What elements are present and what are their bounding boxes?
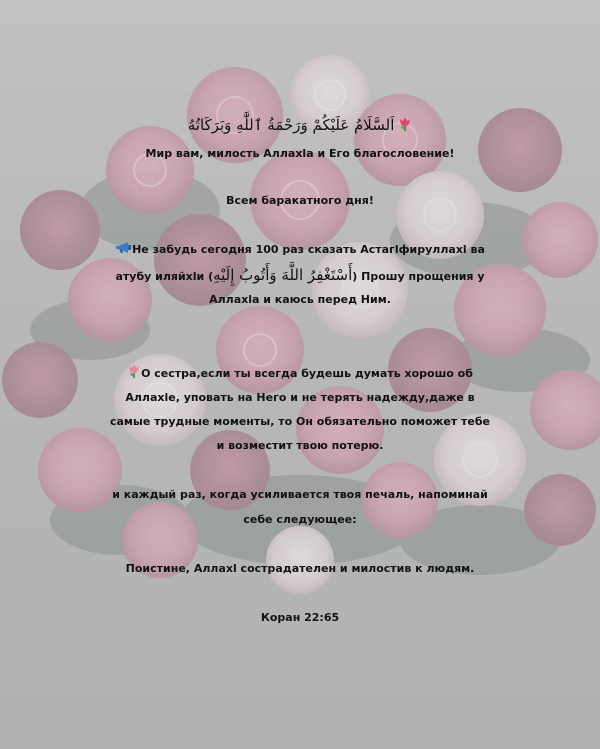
sister-text-1: О сестра,если ты всегда будешь думать хорошо об [141, 367, 473, 380]
reminder-line-1 [0, 238, 600, 262]
sister-line-4: и возместит твою потерю. [216, 439, 384, 452]
reminder-line-2 [0, 263, 600, 289]
reminder-text-2a: атубу иляйхlи ( [115, 270, 214, 283]
sister-line-1 [0, 362, 600, 386]
reminder-line-3: Аллахlа и каюсь перед Ним. [209, 293, 391, 306]
tulip-emoji-icon [127, 363, 141, 379]
salam-line [0, 113, 600, 139]
quran-verse: Поистине, Аллахl сострадателен и милостив к людям. [125, 562, 475, 575]
istighfar-arabic: أَسْتَغْفِرُ اللَّهَ وَأَتُوبُ إِلَيْهِ [213, 266, 353, 284]
reminder-text-1: Не забудь сегодня 100 раз сказать Астагlфируллахl ва [132, 243, 485, 256]
quran-citation: Коран 22:65 [260, 611, 340, 624]
salam-arabic: اَلسَّلَامُ عَلَيْكُمْ وَرَحْمَةُ ٱللَّٰهِ وَبَرَكَاتُهُ [187, 116, 395, 134]
tulip-emoji-icon [398, 116, 412, 132]
wish-line: Всем баракатного дня! [226, 194, 374, 207]
salam-translation: Мир вам, милость Аллахlа и Его благословение! [145, 147, 455, 160]
sister-line-3: самые трудные моменты, то Он обязательно поможет тебе [109, 415, 491, 428]
megaphone-emoji-icon [115, 241, 132, 254]
sadness-line-1: и каждый раз, когда усиливается твоя печаль, напоминай [112, 488, 488, 501]
sister-line-2: Аллахlе, уповать на Него и не терять надежду,даже в [125, 391, 475, 404]
sadness-line-2: себе следующее: [243, 513, 357, 526]
reminder-text-2b: ) Прошу прощения у [352, 270, 485, 283]
